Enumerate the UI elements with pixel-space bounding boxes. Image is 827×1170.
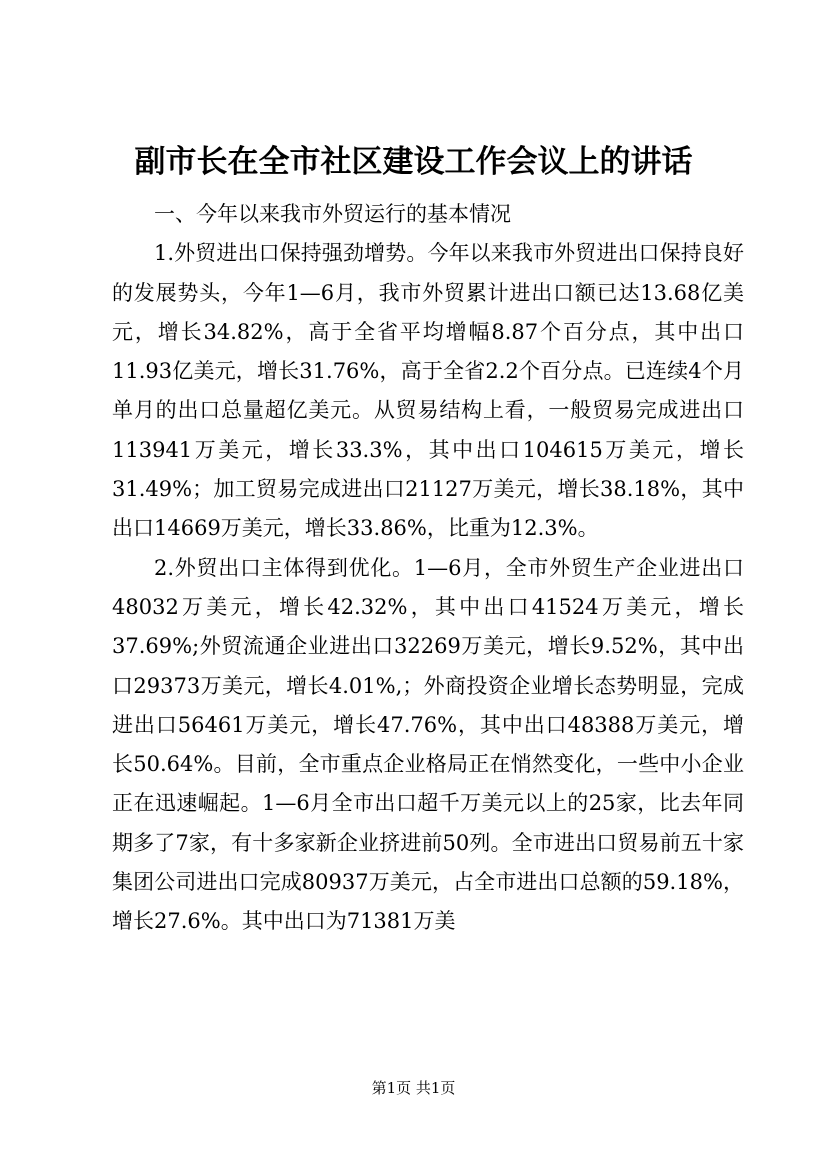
paragraph-1: 1.外贸进出口保持强劲增势。今年以来我市外贸进出口保持良好的发展势头，今年1—6月，我市外贸累计进出口额已达13.68亿美元，增长34.82%，高于全省平均增幅8.87个百分点，其中出口11.93亿美元，增长31.76%，高于全省2.2个百分点。已连续4个月单月的出口总量超亿美元。从贸易结构上看，一般贸易完成进出口113941万美元，增长33.3%，其中出口104615万美元，增长31.49%；加工贸易完成进出口21127万美元，增长38.18%，其中出口14669万美元，增长33.86%，比重为12.3%。 [112,241,744,541]
document-title: 副市长在全市社区建设工作会议上的讲话 [134,144,693,180]
document-body [112,195,744,942]
paragraph-2: 2.外贸出口主体得到优化。1—6月，全市外贸生产企业进出口48032万美元，增长42.32%，其中出口41524万美元，增长37.69%;外贸流通企业进出口32269万美元，增长9.52%，其中出口29373万美元，增长4.01%,；外商投资企业增长态势明显，完成进出口56461万美元，增长47.76%，其中出口48388万美元，增长50.64%。目前，全市重点企业格局正在悄然变化，一些中小企业正在迅速崛起。1—6月全市出口超千万美元以上的25家，比去年同期多了7家，有十多家新企业挤进前50列。全市进出口贸易前五十家集团公司进出口完成80937万美元，占全市进出口总额的59.18%，增长27.6%。其中出口为71381万美 [112,555,744,934]
page-footer: 第1页 共1页 [371,1079,456,1097]
section-heading: 一、今年以来我市外贸运行的基本情况 [154,202,511,226]
